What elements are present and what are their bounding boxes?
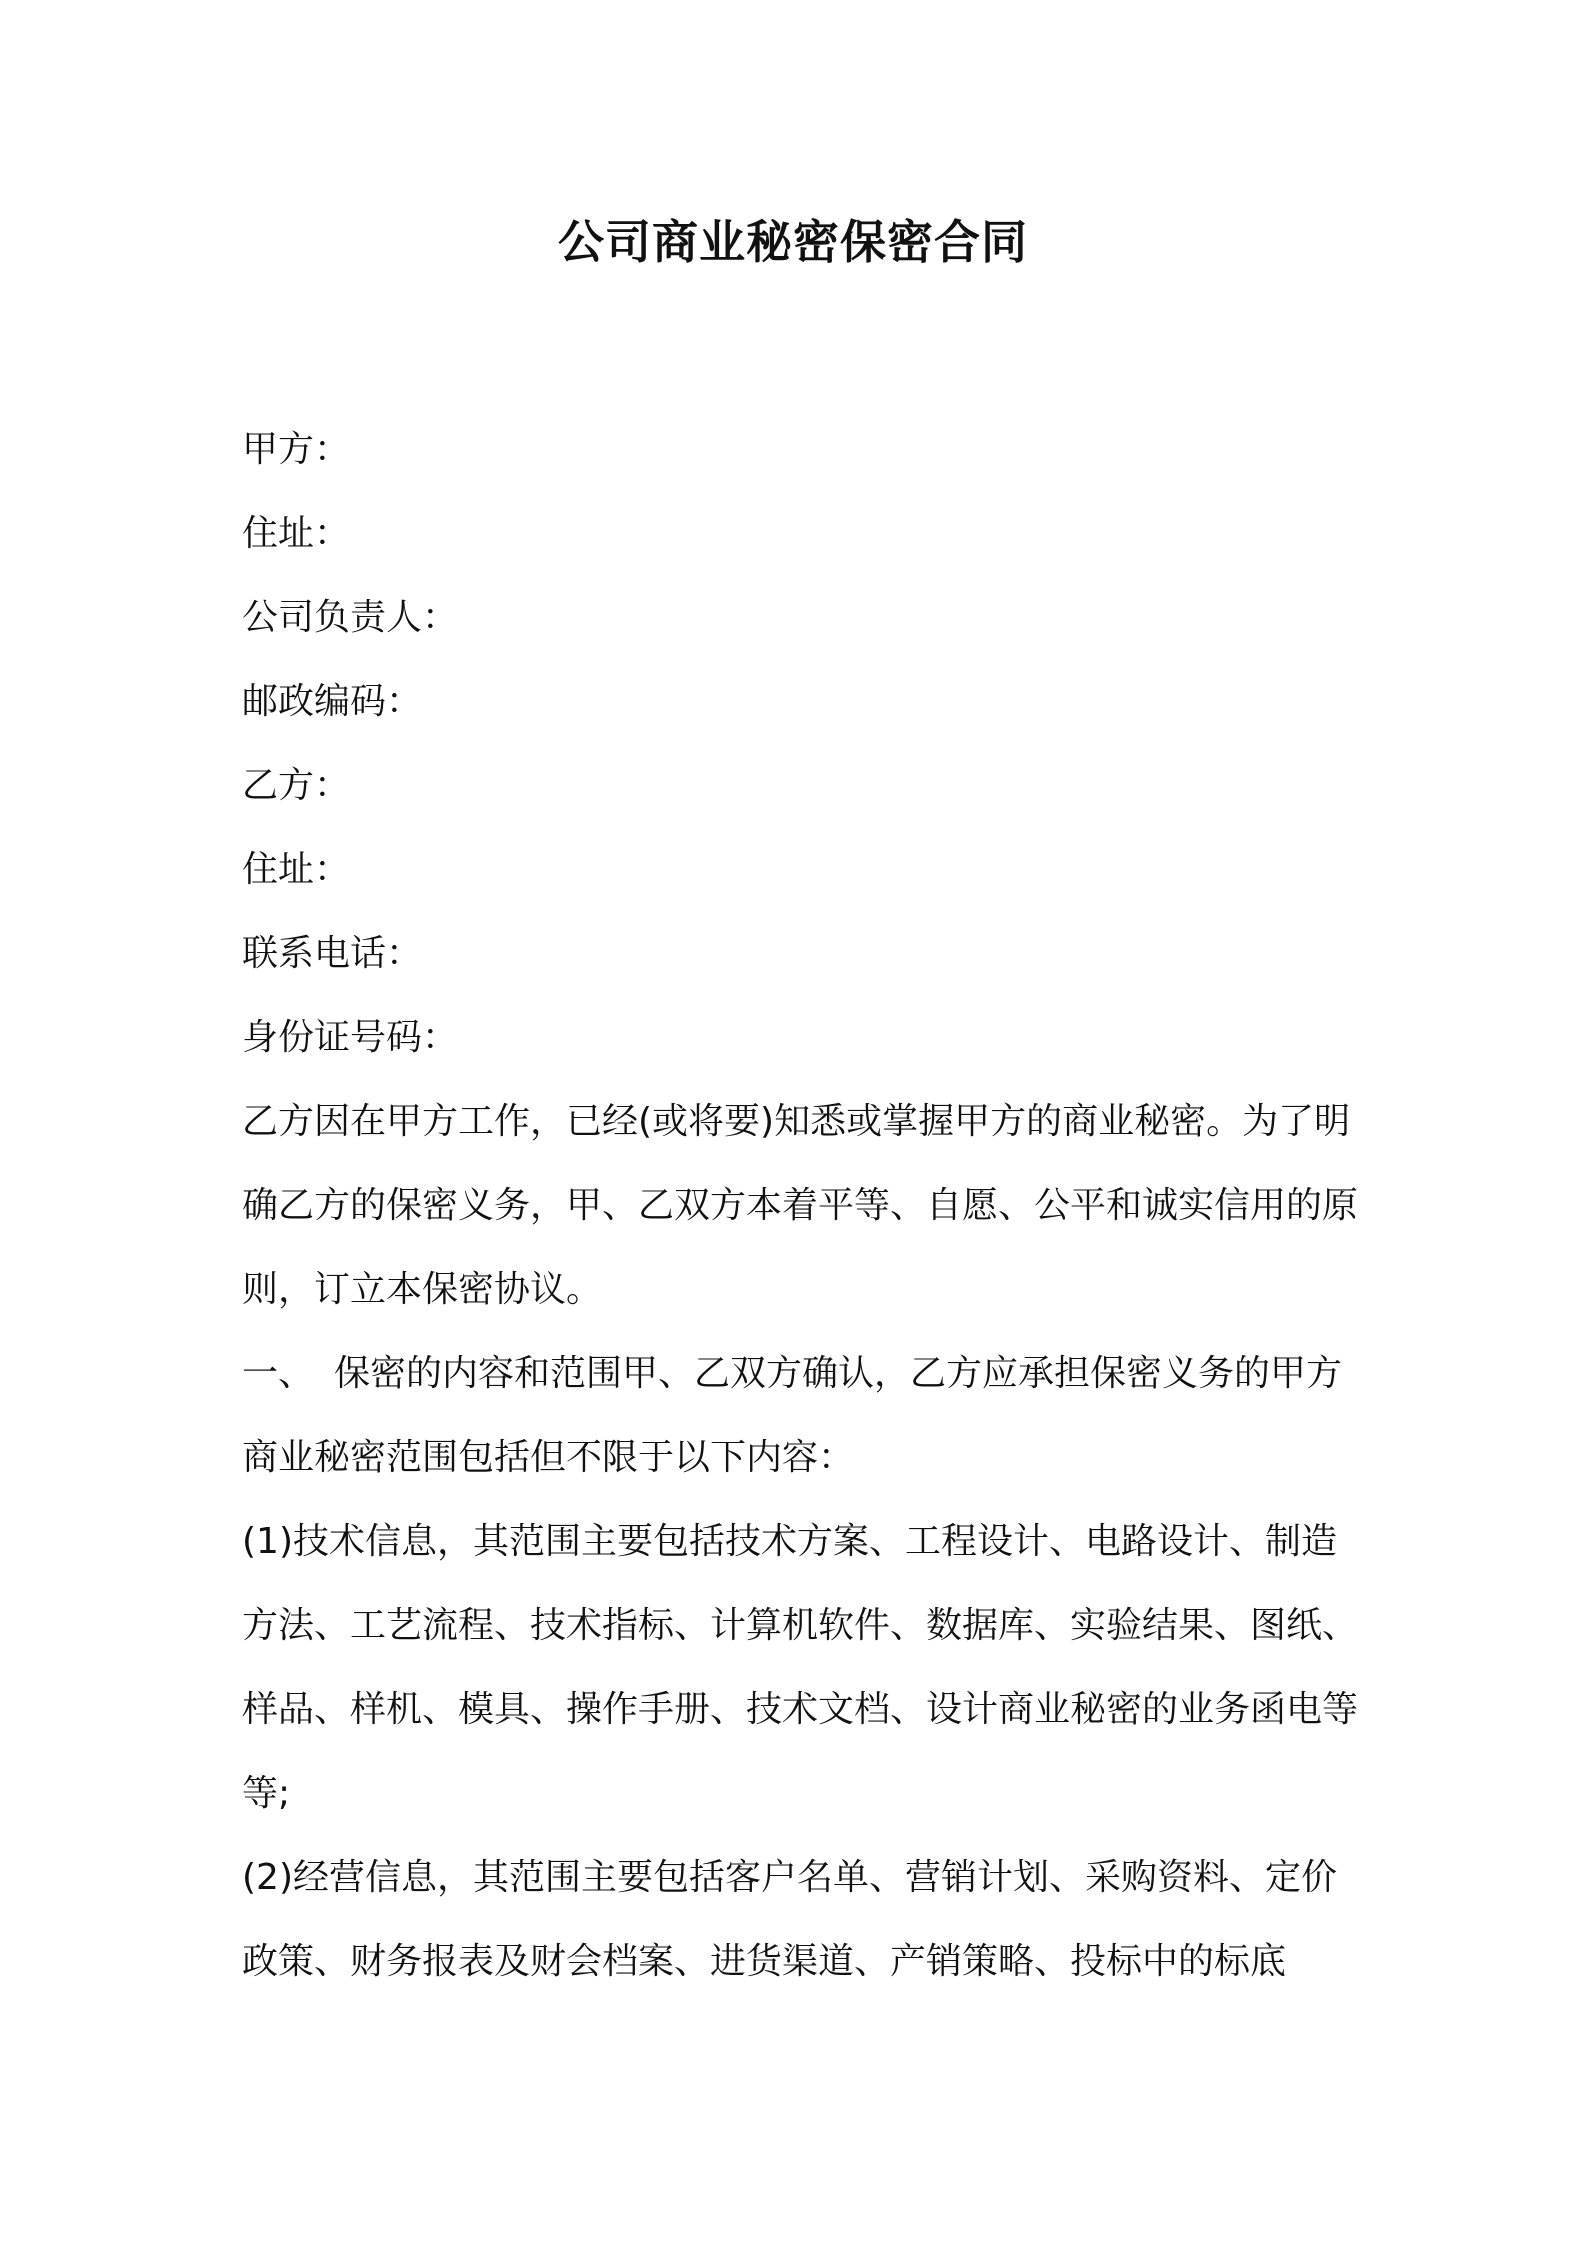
field-postal-code: 邮政编码：	[242, 681, 423, 722]
item-2-paragraph: (2)经营信息，其范围主要包括客户名单、营销计划、采购资料、定价政策、财务报表及财会档案、进货渠道、产销策略、投标中的标底	[242, 1857, 1337, 1982]
clause-1-number: 一、	[242, 1353, 315, 1394]
field-party-b: 乙方：	[242, 765, 351, 806]
field-id-number: 身份证号码：	[242, 1017, 459, 1058]
field-company-representative: 公司负责人：	[242, 597, 459, 638]
clause-1-text: 保密的内容和范围甲、乙双方确认，乙方应承担保密义务的甲方商业秘密范围包括但不限于以下内容：	[242, 1353, 1343, 1478]
field-party-b-address: 住址：	[242, 849, 351, 890]
item-1-paragraph: (1)技术信息，其范围主要包括技术方案、工程设计、电路设计、制造方法、工艺流程、技术指标、计算机软件、数据库、实验结果、图纸、样品、样机、模具、操作手册、技术文档、设计商业秘密的业务函电等等;	[242, 1521, 1359, 1814]
clause-1-paragraph	[242, 1332, 1362, 1500]
field-party-a: 甲方：	[242, 429, 351, 470]
document-title: 公司商业秘密保密合同	[558, 215, 1028, 269]
document-body	[242, 408, 1362, 2004]
field-phone: 联系电话：	[242, 933, 423, 974]
intro-paragraph: 乙方因在甲方工作，已经(或将要)知悉或掌握甲方的商业秘密。为了明确乙方的保密义务，甲、乙双方本着平等、自愿、公平和诚实信用的原则，订立本保密协议。	[242, 1101, 1359, 1310]
field-party-a-address: 住址：	[242, 513, 351, 554]
